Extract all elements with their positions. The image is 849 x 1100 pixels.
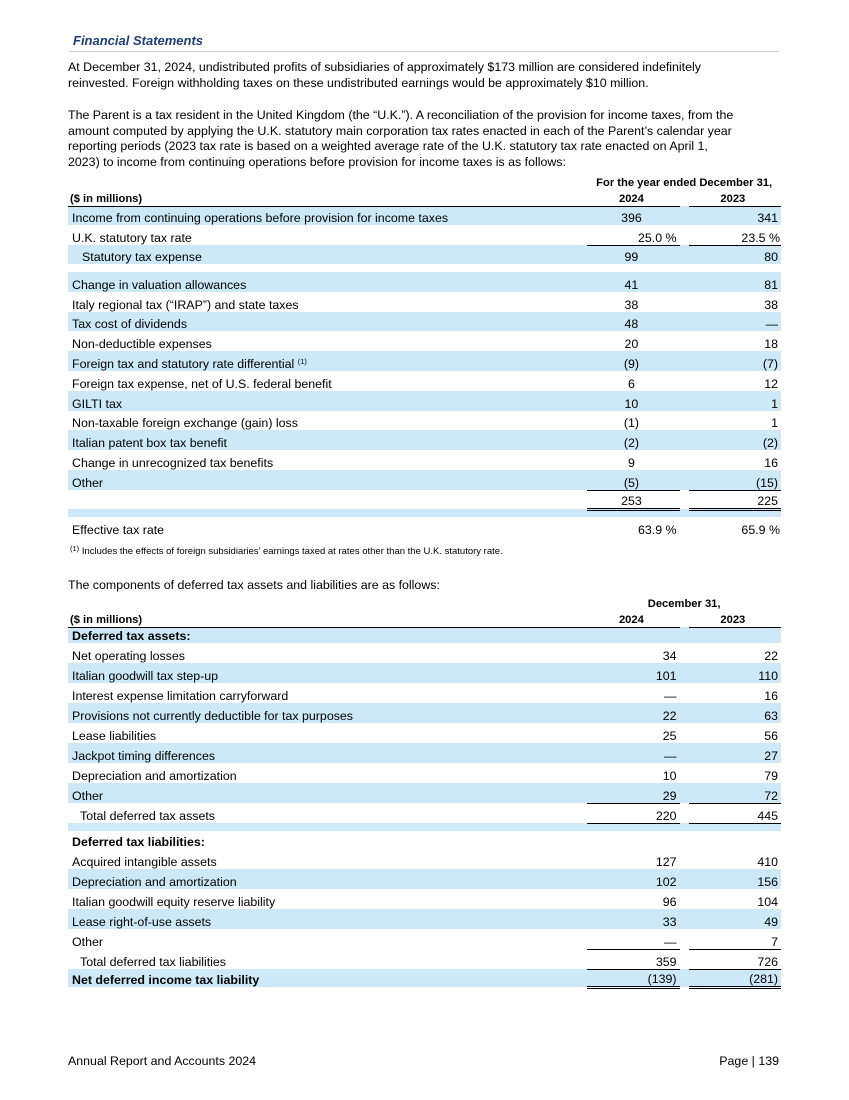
table-row [68,450,781,470]
value-2024: 33 [587,909,679,929]
units-label: ($ in millions) [68,611,587,627]
column-header-2024: 2024 [587,611,679,627]
value-2023: (7) [689,351,781,371]
total-2024: 253 [587,490,679,509]
value-2024: 63.9 % [637,523,677,537]
value-2024: 48 [587,312,679,331]
value-2023: 81 [689,272,781,292]
value-2024: 396 [587,206,679,225]
value-2023: 79 [764,769,778,783]
value-2024: (5) [587,470,679,490]
row-label: Non-deductible expenses [72,337,212,351]
value-2023: 22 [764,649,778,663]
value-2023: 16 [764,456,778,470]
table-row [68,723,781,743]
table-row [68,272,781,292]
value-2023: 341 [689,206,781,225]
row-label: Tax cost of dividends [68,312,587,331]
table-column-header-row [68,611,781,627]
value-2024: — [664,689,677,703]
value-2024: 20 [624,337,639,351]
value-2024: 34 [662,649,677,663]
net-liability-row [68,969,781,987]
footnote [70,546,503,557]
value-2023: 104 [757,895,778,909]
value-2024: 6 [627,377,635,391]
paragraph-line: amount computed by applying the U.K. statutory main corporation tax rates enacted in each of the Parent’s calendar year [68,123,732,138]
units-label: ($ in millions) [68,190,587,206]
table-row [68,371,781,391]
table-row [68,312,781,331]
period-header: December 31, [647,598,721,610]
table-spacer [68,823,781,831]
value-2023: 1 [689,391,781,411]
column-header-2024: 2024 [587,190,679,206]
row-label: Provisions not currently deductible for tax purposes [68,703,587,723]
table-row [68,929,781,949]
paragraph-line: reinvested. Foreign withholding taxes on these undistributed earnings would be approximately $10 million. [68,75,649,90]
value-2023: 1 [771,416,778,430]
table-row [68,869,781,889]
value-2023: 38 [764,298,778,312]
row-label: Net deferred income tax liability [68,969,587,987]
value-2023: 410 [757,855,778,869]
row-label: Depreciation and amortization [68,869,587,889]
row-label: Total deferred tax liabilities [80,955,227,969]
value-2023: 72 [689,783,781,803]
table-period-header-row [68,175,781,190]
row-label: GILTI tax [68,391,587,411]
value-2024: 38 [624,298,639,312]
assets-rows [68,643,781,803]
table-row [68,763,781,783]
row-label: Net operating losses [72,649,185,663]
value-2024: (1) [623,416,639,430]
value-2024: (2) [587,430,679,450]
table-total-row [68,949,781,969]
page-header-title: Financial Statements [73,33,204,48]
row-label: Change in unrecognized tax benefits [72,456,274,470]
footnote-marker: (1) [297,357,307,366]
table-row [68,245,781,264]
row-label: Income from continuing operations before provision for income taxes [68,206,587,225]
table-row [68,225,781,245]
value-2024: 99 [587,245,679,264]
table-total-row [68,490,781,509]
value-2024: — [664,934,677,949]
value-2023: 156 [689,869,781,889]
row-label: Statutory tax expense [68,245,587,264]
table-row [68,663,781,683]
row-label: Acquired intangible assets [72,855,217,869]
row-label [68,351,587,371]
total-2023: 726 [689,949,781,969]
table-row [68,292,781,312]
liabilities-heading: Deferred tax liabilities: [72,835,205,849]
footer-report-name: Annual Report and Accounts 2024 [68,1054,257,1068]
net-2024: (139) [587,969,679,987]
total-2023: 225 [689,490,781,509]
liabilities-rows [68,849,781,949]
period-header: For the year ended December 31, [596,177,773,189]
net-2023: (281) [689,969,781,987]
value-2023: 110 [689,663,781,683]
row-label: Jackpot timing differences [68,743,587,763]
value-2023: 12 [764,377,778,391]
row-label: Other [68,470,587,490]
value-2024: 9 [627,456,635,470]
table-row [68,703,781,723]
total-2024: 359 [587,949,679,969]
value-2024: 41 [587,272,679,292]
value-2023: 63 [689,703,781,723]
row-label: Interest expense limitation carryforward [72,689,289,703]
table-row [68,743,781,763]
total-2024: 220 [587,803,679,823]
paragraph-line: 2023) to income from continuing operations before provision for income taxes is as follows: [68,154,566,169]
table-total-row [68,803,781,823]
value-2023: 7 [771,934,778,949]
paragraph-undistributed-profits [68,60,781,91]
row-label: Italian patent box tax benefit [68,430,587,450]
table-row [68,643,781,663]
footnote-marker: (1) [70,544,80,553]
page-header [70,32,778,52]
value-2024: 29 [587,783,679,803]
footer-page-number: Page | 139 [719,1054,779,1068]
paragraph-line: reporting periods (2023 tax rate is based on a weighted average rate of the U.K. statutory tax rate enacted on April 1, [68,139,708,153]
table-row [68,783,781,803]
deferred-tax-table [68,596,781,989]
table-spacer [68,264,781,272]
value-2023: 80 [689,245,781,264]
value-2024: 101 [587,663,679,683]
value-2023: 23.5 % [689,225,781,245]
value-2023: 56 [764,729,778,743]
assets-heading: Deferred tax assets: [68,627,587,643]
value-2024: 127 [655,855,677,869]
row-label: U.K. statutory tax rate [72,231,192,245]
value-2023: 27 [689,743,781,763]
column-header-2023: 2023 [689,611,781,627]
value-2024: — [587,743,679,763]
paragraph-line: At December 31, 2024, undistributed profits of subsidiaries of approximately $173 million are considered indefinitely [68,60,701,74]
table-row [68,683,781,703]
paragraph-line: The Parent is a tax resident in the United Kingdom (the “U.K.”). A reconciliation of the provision for income taxes, from the [68,108,734,122]
table-row [68,849,781,869]
value-2024: 25.0 % [587,225,679,245]
section-heading-row [68,627,781,643]
column-header-2023: 2023 [689,190,781,206]
paragraph-reconciliation-intro [68,108,781,170]
row-label: Lease right-of-use assets [68,909,587,929]
footnote-text: Includes the effects of foreign subsidiaries’ earnings taxed at rates other than the U.K. statutory rate. [81,546,503,557]
row-label: Italian goodwill tax step-up [68,663,587,683]
section-heading-row [68,831,781,849]
table-row [68,470,781,490]
row-label: Depreciation and amortization [72,769,237,783]
value-2023: 16 [764,689,778,703]
value-2023: (2) [689,430,781,450]
row-label: Other [68,783,587,803]
value-2024: 22 [587,703,679,723]
table-row [68,331,781,351]
row-label: Change in valuation allowances [68,272,587,292]
table-row [68,909,781,929]
row-label: Italian goodwill equity reserve liability [72,895,276,909]
table-row [68,517,781,537]
table-row [68,430,781,450]
row-label: Italy regional tax (“IRAP”) and state taxes [72,298,299,312]
paragraph-deferred-intro [68,578,781,594]
row-label: Other [72,935,103,949]
value-2024: 10 [662,769,677,783]
value-2023: (15) [689,470,781,490]
table-row [68,206,781,225]
value-2024: 96 [662,895,677,909]
row-label: Non-taxable foreign exchange (gain) loss [72,416,298,430]
row-label: Lease liabilities [72,729,157,743]
value-2024: 102 [587,869,679,889]
value-2023: 49 [689,909,781,929]
table-row [68,889,781,909]
value-2024: (9) [587,351,679,371]
row-label: Total deferred tax assets [80,809,215,823]
value-2024: 10 [587,391,679,411]
table-row [68,411,781,430]
value-2023: — [689,312,781,331]
table-row [68,351,781,371]
value-2023: 65.9 % [741,523,780,537]
row-label: Effective tax rate [72,523,165,537]
table-spacer [68,509,781,517]
row-label: Foreign tax expense, net of U.S. federal benefit [72,377,332,391]
table-period-header-row [68,596,781,611]
paragraph-line: The components of deferred tax assets and liabilities are as follows: [68,578,440,592]
row-label-text: Foreign tax and statutory rate differential [72,357,295,371]
table-row [68,391,781,411]
total-2023: 445 [689,803,781,823]
tax-reconciliation-table [68,175,781,537]
table-column-header-row [68,190,781,206]
value-2024: 25 [662,729,677,743]
value-2023: 18 [764,337,778,351]
